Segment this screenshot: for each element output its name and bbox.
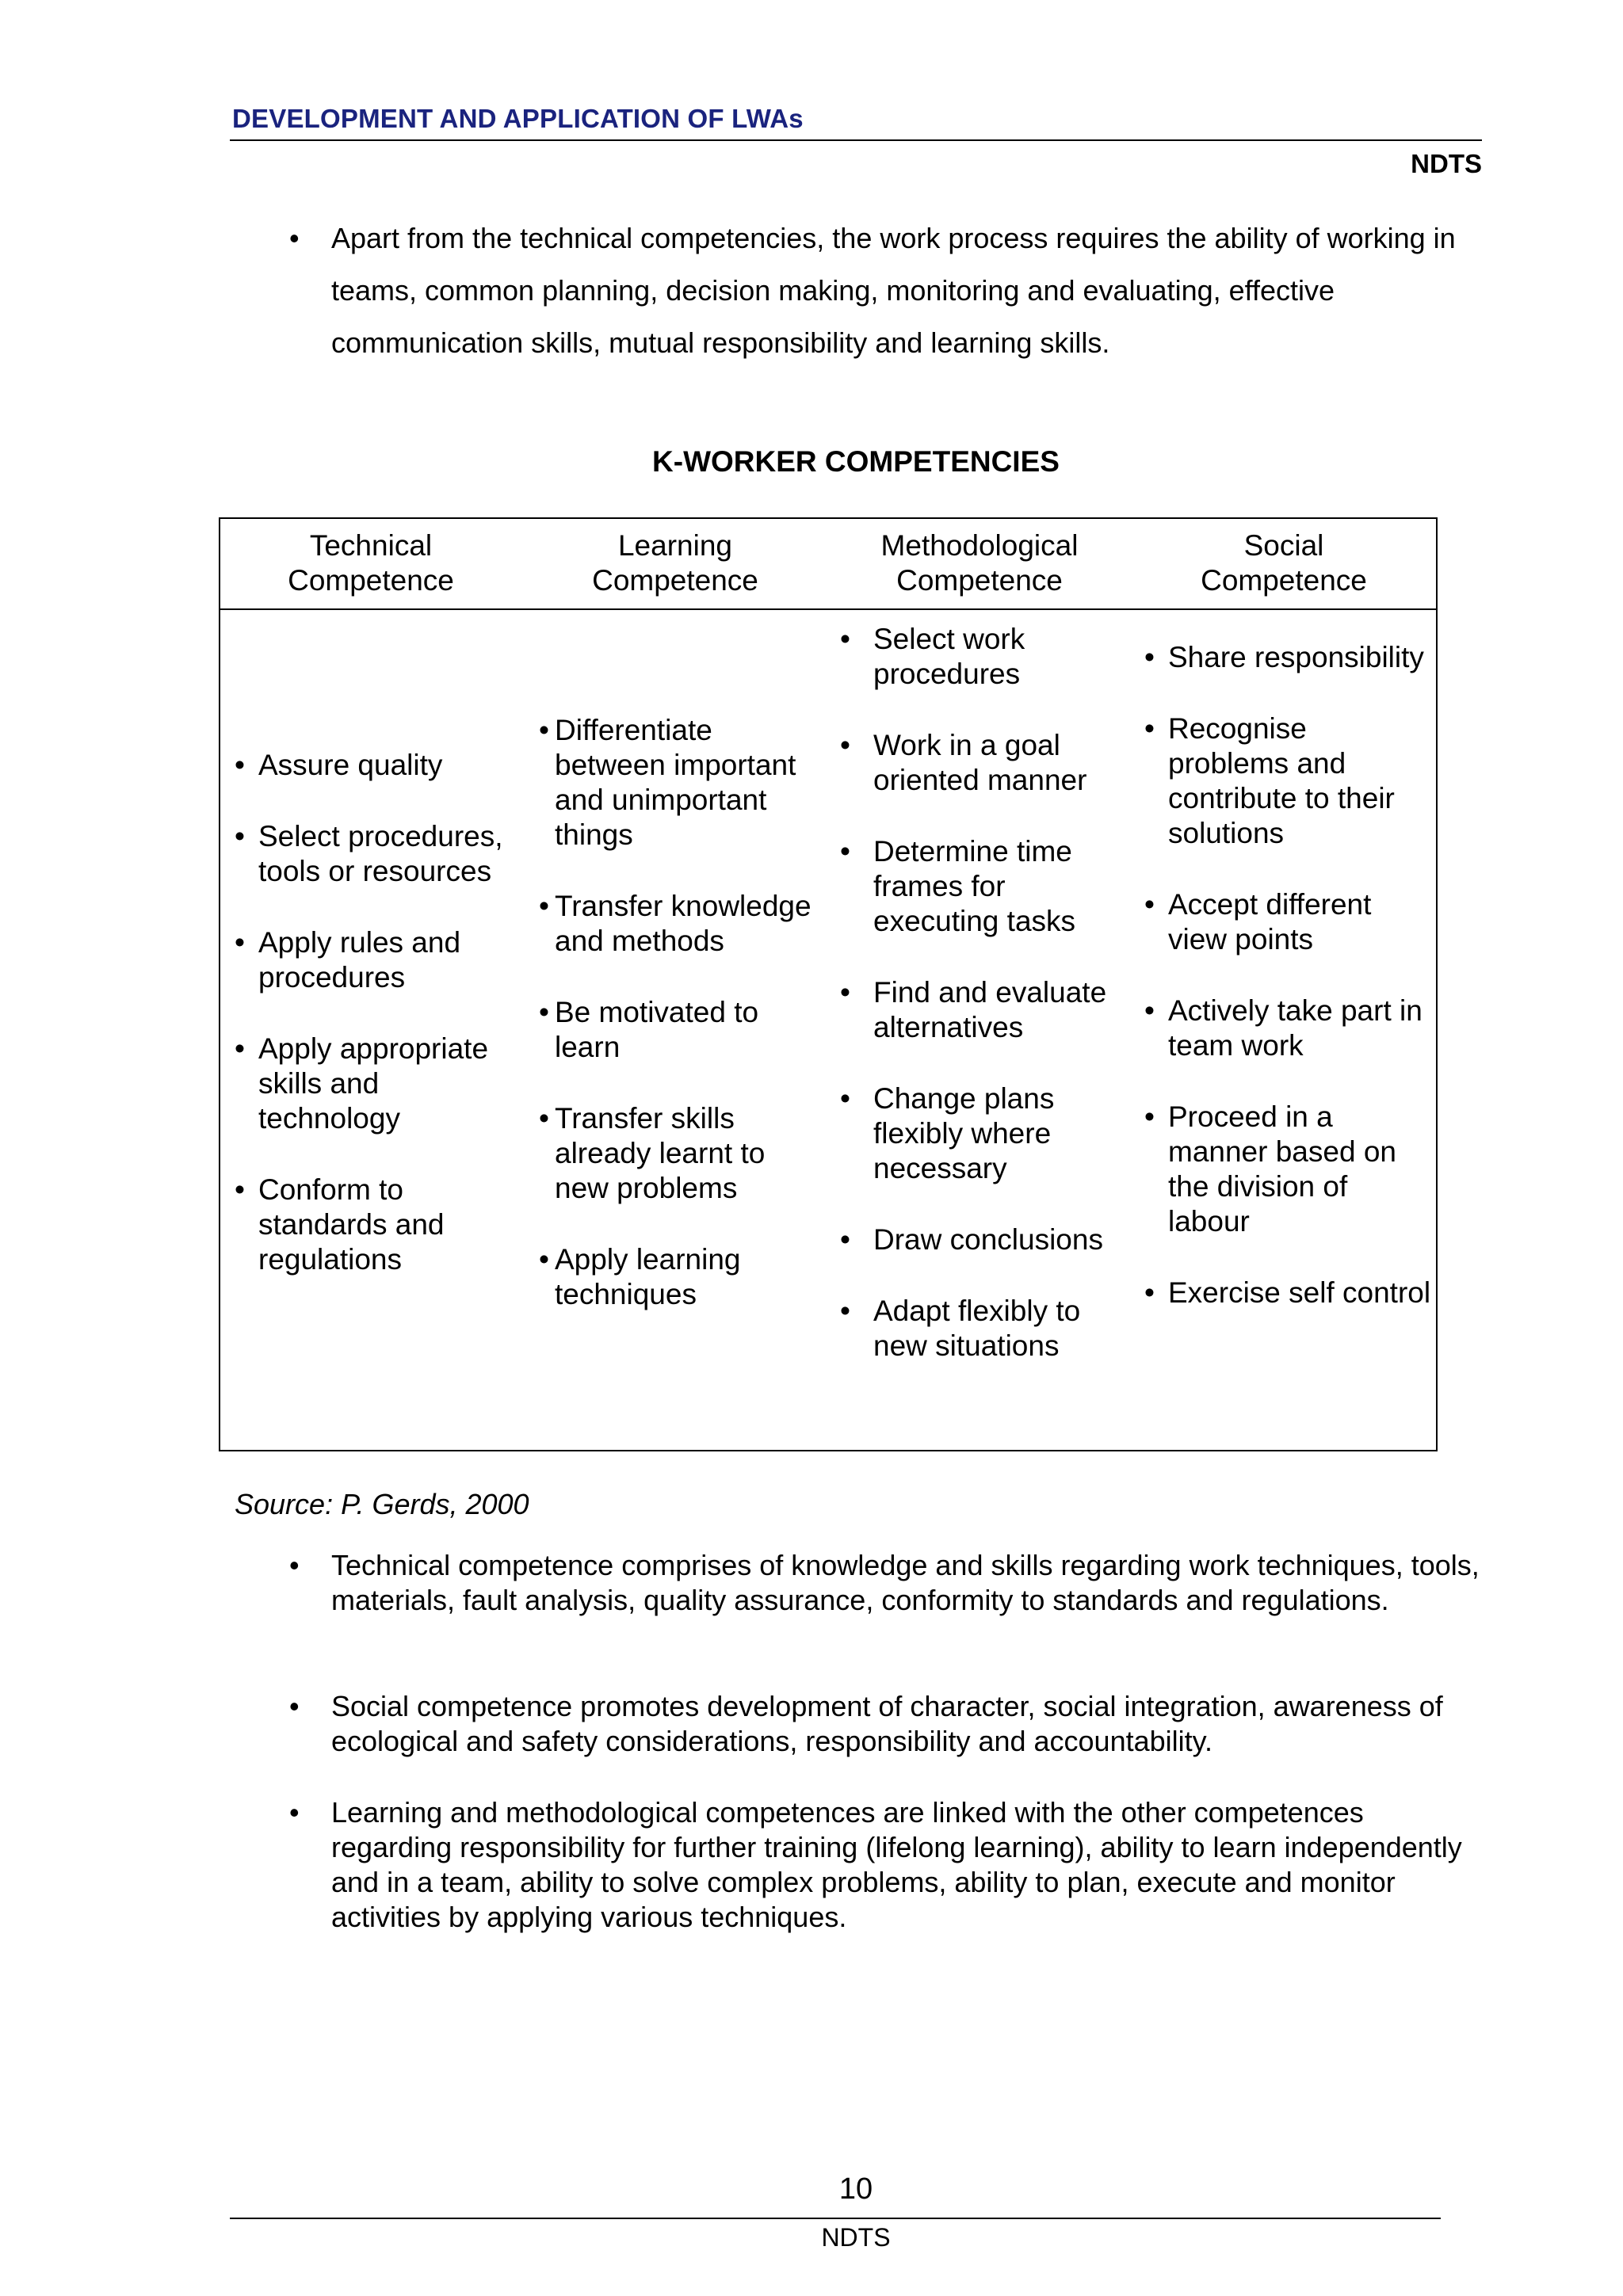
column-header-line: Competence: [592, 564, 758, 597]
page-number: 10: [838, 2172, 873, 2206]
paragraph-bullet-icon: •: [289, 1549, 300, 1581]
column-header-line: Competence: [288, 564, 454, 597]
column-header-line: Competence: [896, 564, 1063, 597]
list-item: • Adapt flexibly to new situations: [840, 1294, 1125, 1363]
list-item: • Apply rules and procedures: [235, 925, 512, 995]
intro-paragraph: Apart from the technical competencies, the work process requires the ability of working in teams, common planning, decision making, monitoring and evaluating, effective communication skills, mutual responsibility and learning skills.: [331, 222, 1456, 359]
list-item: • Share responsibility: [1144, 640, 1433, 675]
column-header-technical: [219, 528, 523, 598]
list-item: • Select work procedures: [840, 622, 1125, 692]
paragraph-bullet-icon: •: [289, 1796, 300, 1829]
list-item: • Select procedures, tools or resources: [235, 819, 512, 889]
column-header-methodological: [827, 528, 1132, 598]
column-header-learning: [523, 528, 827, 598]
list-item: • Proceed in a manner based on the division of labour: [1144, 1100, 1433, 1239]
footer-rule: [230, 2218, 1441, 2219]
list-item: • Differentiate between important and unimportant things: [539, 713, 816, 852]
column-header-line: Social: [1243, 529, 1324, 562]
list-item: • Accept different view points: [1144, 887, 1433, 957]
list-item: • Change plans flexibly where necessary: [840, 1081, 1125, 1186]
intro-bullet-icon: •: [289, 222, 300, 254]
list-item: • Apply learning techniques: [539, 1242, 816, 1312]
paragraph-bullet-icon: •: [289, 1690, 300, 1722]
column-header-line: Technical: [309, 529, 433, 562]
list-item: • Be motivated to learn: [539, 995, 816, 1065]
table-source: Source: P. Gerds, 2000: [235, 1488, 529, 1520]
table-header-rule: [219, 608, 1438, 610]
paragraph-social: Social competence promotes development of character, social integration, awareness of ecological and safety considerations, responsibility and accountability.: [331, 1690, 1443, 1757]
learning-competence-list: [539, 713, 816, 1312]
list-item: • Recognise problems and contribute to their solutions: [1144, 711, 1433, 851]
list-item: • Actively take part in team work: [1144, 994, 1433, 1063]
list-item: • Transfer skills already learnt to new problems: [539, 1101, 816, 1206]
list-item: • Exercise self control: [1144, 1276, 1433, 1310]
list-item: • Transfer knowledge and methods: [539, 889, 816, 959]
paragraph-technical: Technical competence comprises of knowledge and skills regarding work techniques, tools, materials, fault analysis, quality assurance, conformity to standards and regulations.: [331, 1549, 1480, 1616]
paragraph-learning-methodological: Learning and methodological competences are linked with the other competences regarding responsibility for further training (lifelong learning), ability to learn independently and in a team, ability to solve complex problems, ability to plan, execute and monitor activities by applying various techniques.: [331, 1796, 1462, 1933]
list-item: • Assure quality: [235, 748, 512, 783]
list-item: • Apply appropriate skills and technology: [235, 1032, 512, 1136]
header-rule: [230, 139, 1482, 141]
social-competence-list: [1144, 640, 1433, 1310]
list-item: • Find and evaluate alternatives: [840, 975, 1125, 1045]
list-item: • Determine time frames for executing tasks: [840, 834, 1125, 939]
header-org: NDTS: [1411, 149, 1482, 178]
footer-org: NDTS: [821, 2223, 891, 2252]
column-header-line: Learning: [617, 529, 732, 562]
list-item: • Conform to standards and regulations: [235, 1173, 512, 1277]
column-header-line: Competence: [1201, 564, 1367, 597]
document-header-title: DEVELOPMENT AND APPLICATION OF LWAs: [232, 104, 804, 133]
column-header-social: [1132, 528, 1436, 598]
list-item: • Draw conclusions: [840, 1222, 1125, 1257]
column-header-line: Methodological: [880, 529, 1079, 562]
technical-competence-list: [235, 748, 512, 1277]
table-title: K-WORKER COMPETENCIES: [652, 445, 1060, 478]
methodological-competence-list: [840, 622, 1125, 1363]
list-item: • Work in a goal oriented manner: [840, 728, 1125, 798]
